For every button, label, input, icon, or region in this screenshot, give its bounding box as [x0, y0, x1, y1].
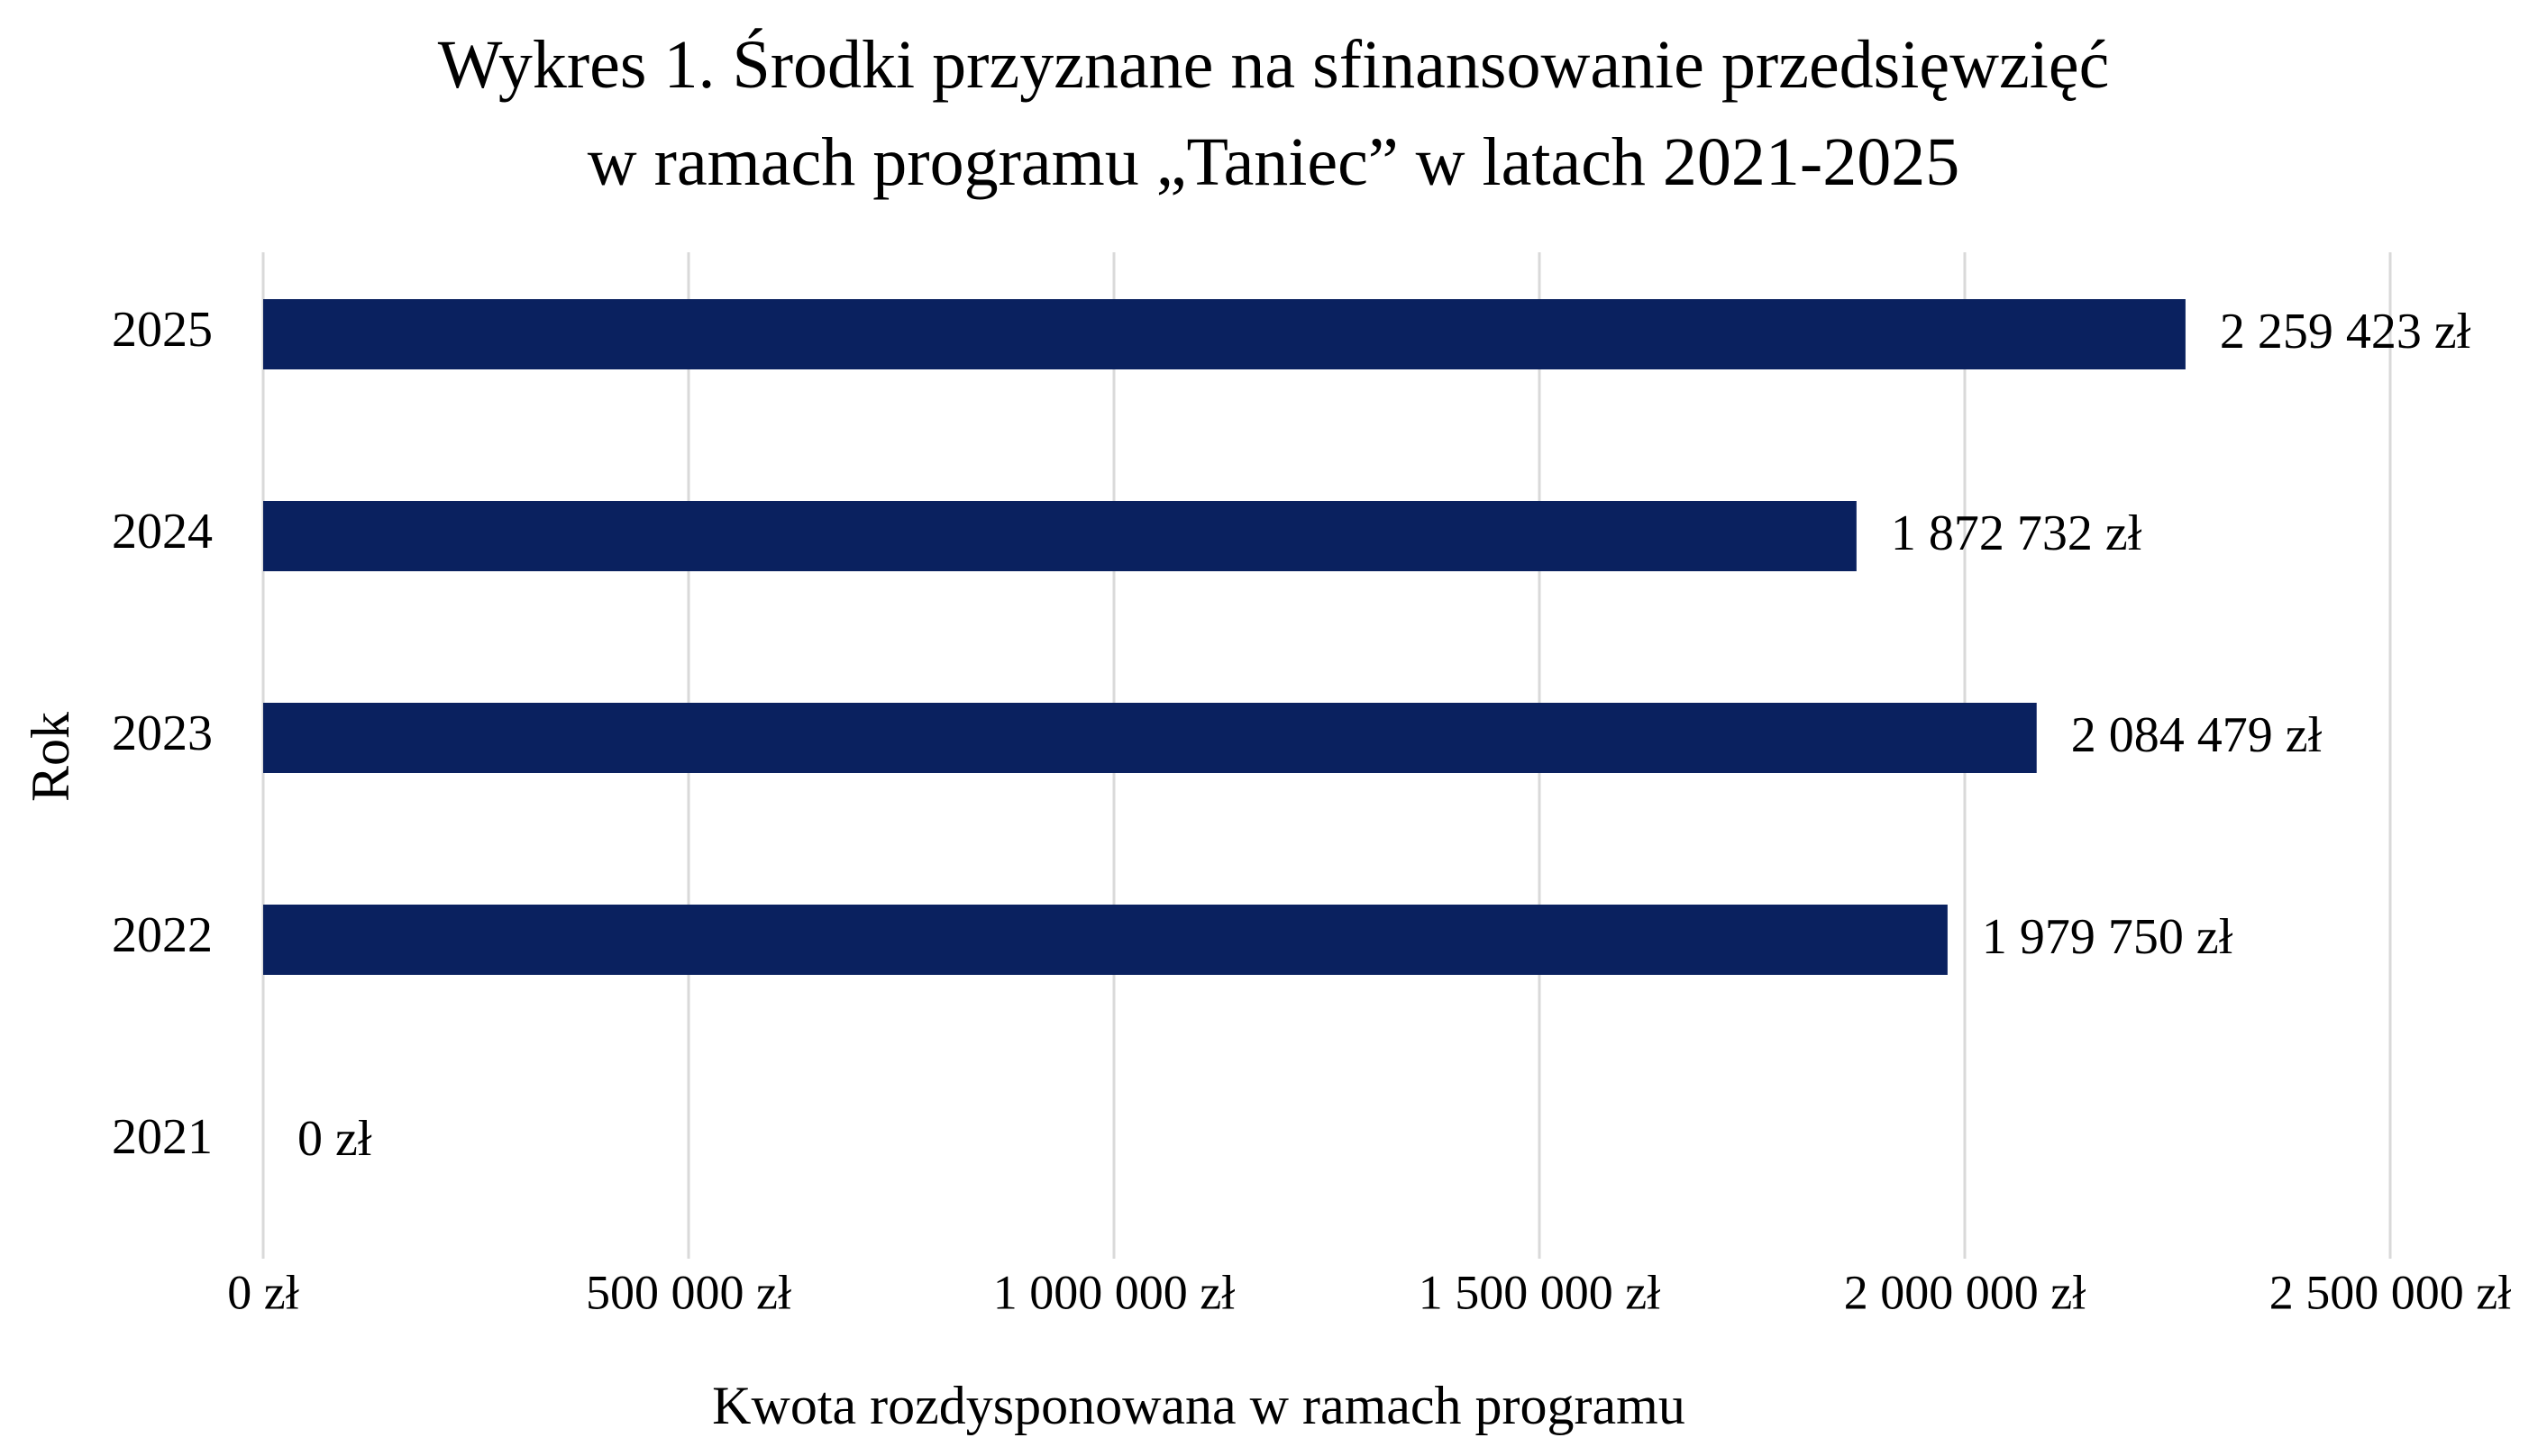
- data-label-2021: 0 zł: [297, 1110, 372, 1167]
- y-axis-tick-labels: [112, 302, 213, 1165]
- y-axis-title: Rok: [21, 711, 80, 803]
- x-tick-label-5: 2 500 000 zł: [2269, 1265, 2512, 1320]
- bars: [263, 299, 2186, 975]
- bar-2024: [263, 501, 1857, 571]
- bar-2025: [263, 299, 2186, 369]
- x-tick-label-3: 1 500 000 zł: [1418, 1265, 1661, 1320]
- y-tick-label-2023: 2023: [112, 705, 213, 761]
- bar-2022: [263, 905, 1948, 975]
- x-axis-tick-labels: [227, 1265, 2511, 1319]
- y-tick-label-2021: 2021: [112, 1108, 213, 1165]
- y-tick-label-2022: 2022: [112, 906, 213, 963]
- y-tick-label-2024: 2024: [112, 503, 213, 560]
- x-tick-label-1: 500 000 zł: [586, 1265, 791, 1320]
- data-label-2022: 1 979 750 zł: [1981, 908, 2233, 965]
- x-axis-title: Kwota rozdysponowana w ramach programu: [712, 1376, 1685, 1435]
- chart-title-line-2: w ramach programu „Taniec” w latach 2021-2025: [587, 124, 1960, 200]
- data-label-2023: 2 084 479 zł: [2070, 706, 2323, 763]
- x-tick-label-4: 2 000 000 zł: [1843, 1265, 2086, 1320]
- x-tick-label-0: 0 zł: [227, 1265, 299, 1320]
- y-tick-label-2025: 2025: [112, 301, 213, 358]
- x-tick-label-2: 1 000 000 zł: [992, 1265, 1236, 1320]
- bar-2023: [263, 703, 2037, 773]
- data-label-2024: 1 872 732 zł: [1890, 505, 2142, 561]
- data-label-2025: 2 259 423 zł: [2219, 303, 2471, 359]
- chart-title-line-1: Wykres 1. Środki przyznane na sfinansowanie przedsięwzięć: [437, 27, 2110, 103]
